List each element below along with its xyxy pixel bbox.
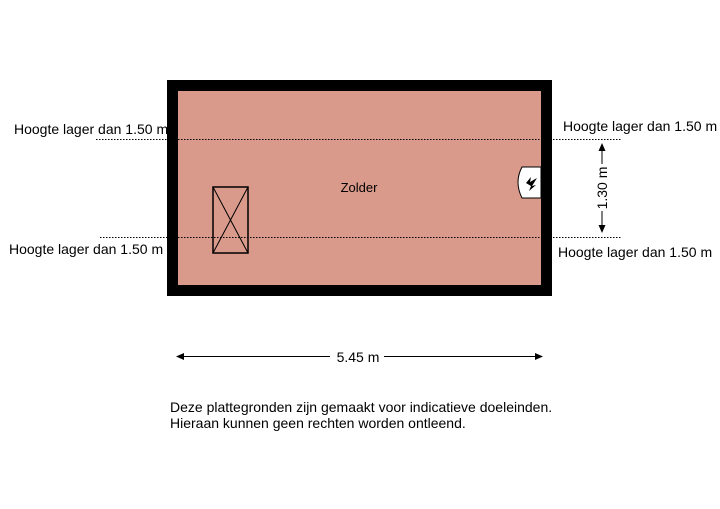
width-dimension-label: 5.45 m [336, 349, 380, 365]
disclaimer-line-2: Hieraan kunnen geen rechten worden ontleend. [170, 415, 466, 431]
depth-dimension-label: 1.30 m [594, 166, 610, 210]
height-label-top-right: Hoogte lager dan 1.50 m [563, 118, 718, 134]
disclaimer-line-1: Deze plattegronden zijn gemaakt voor indicatieve doeleinden. [170, 399, 553, 415]
boiler-icon [518, 167, 541, 198]
room-name: Zolder [340, 180, 378, 195]
height-label-bottom-left: Hoogte lager dan 1.50 m [9, 241, 164, 257]
height-label-bottom-right: Hoogte lager dan 1.50 m [558, 244, 713, 260]
disclaimer [170, 399, 552, 431]
height-label-top-left: Hoogte lager dan 1.50 m [14, 121, 169, 137]
